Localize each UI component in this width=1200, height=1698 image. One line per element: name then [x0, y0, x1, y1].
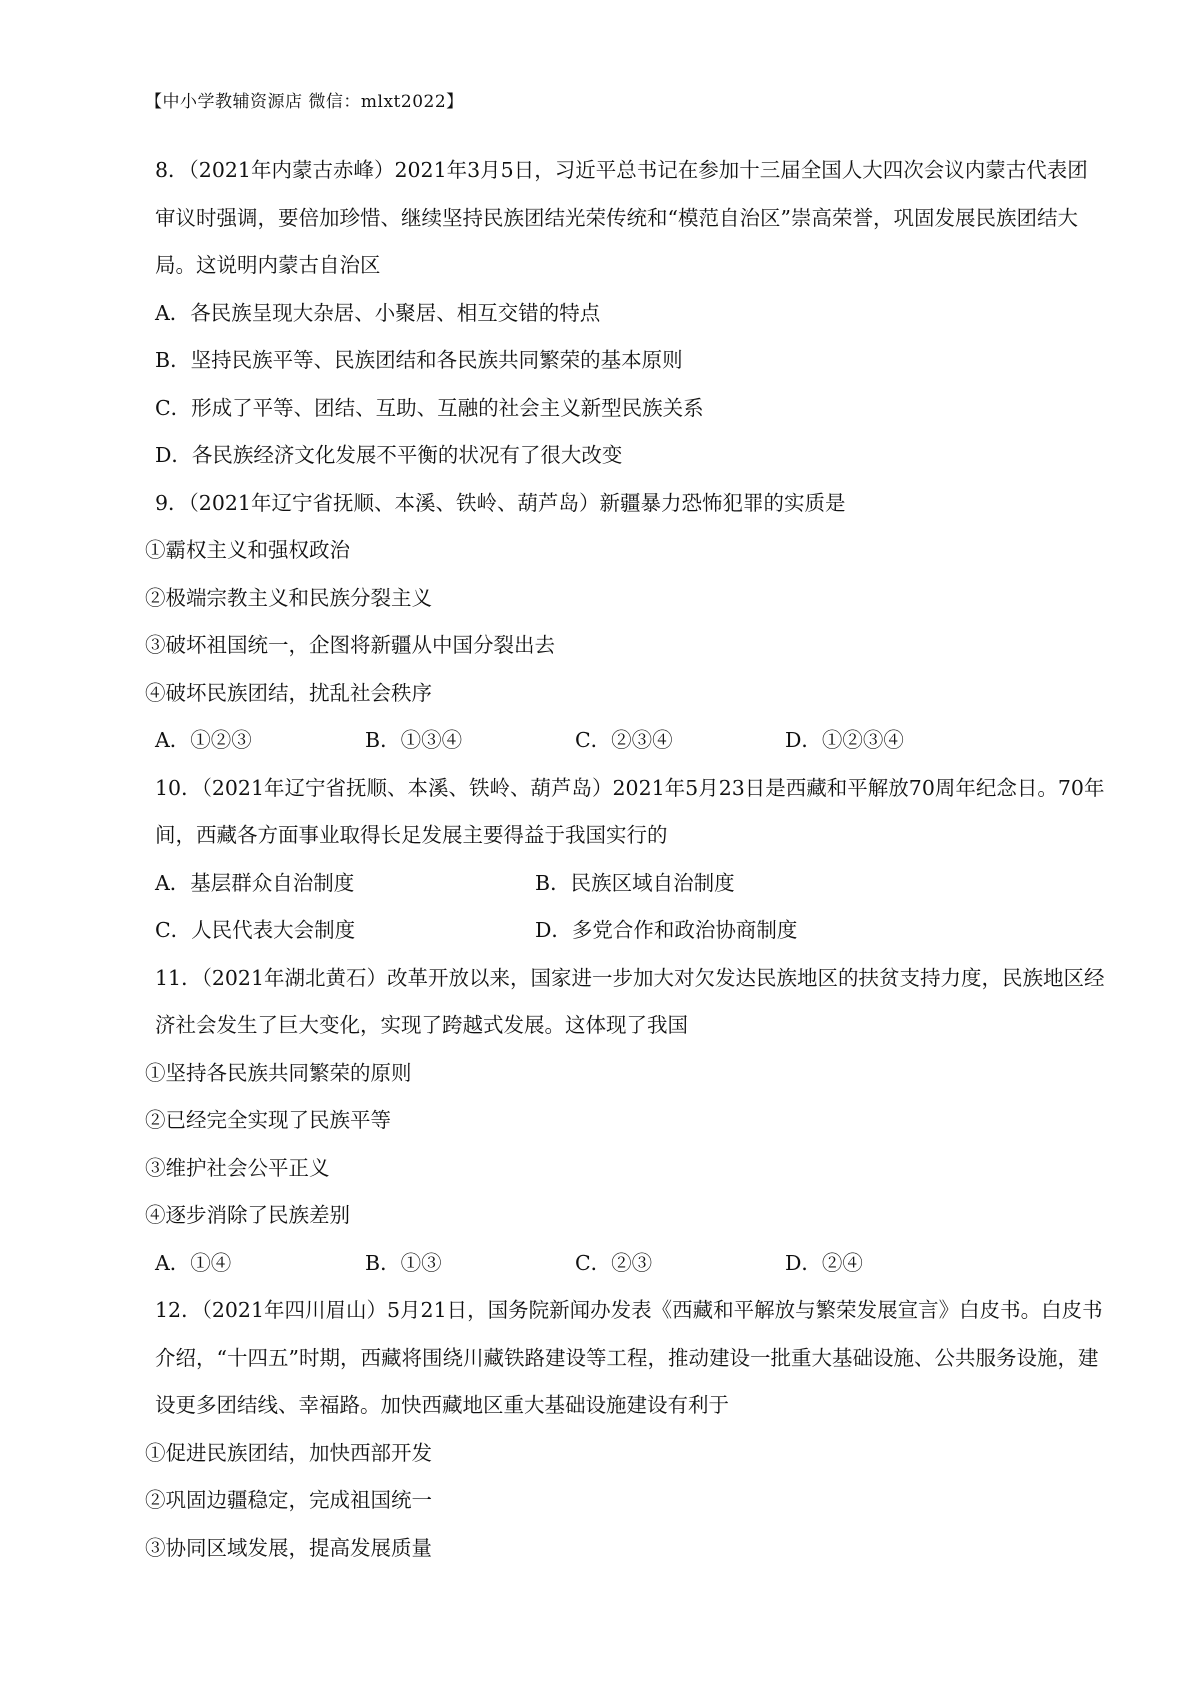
q9-option-c: C．②③④ — [575, 728, 673, 752]
q11-item-4: ④逐步消除了民族差别 — [145, 1203, 350, 1227]
q9-item-4: ④破坏民族团结，扰乱社会秩序 — [145, 680, 432, 705]
q8-option-d: D．各民族经济文化发展不平衡的状况有了很大改变 — [155, 443, 623, 467]
q9-option-d: D．①②③④ — [785, 728, 904, 752]
q9-option-b: B．①③④ — [365, 728, 463, 752]
q11-stem: 11．（2021年湖北黄石）改革开放以来，国家进一步加大对欠发达民族地区的扶贫支持力度，民族地区经济社会发生了巨大变化，实现了跨越式发展。这体现了我国 — [155, 965, 1105, 1037]
q11-option-d: D．②④ — [785, 1250, 863, 1275]
q11-option-b: B．①③ — [365, 1250, 442, 1275]
q10-option-c: C．人民代表大会制度 — [155, 918, 356, 942]
question-list — [145, 147, 1105, 1572]
q10-stem: 10．（2021年辽宁省抚顺、本溪、铁岭、葫芦岛）2021年5月23日是西藏和平解放70周年纪念日。70年间，西藏各方面事业取得长足发展主要得益于我国实行的 — [155, 775, 1105, 847]
q9-options — [145, 717, 1105, 765]
q12-item-3: ③协同区域发展，提高发展质量 — [145, 1535, 432, 1560]
q12-item-2: ②巩固边疆稳定，完成祖国统一 — [145, 1488, 432, 1512]
q8-stem: 8．（2021年内蒙古赤峰）2021年3月5日，习近平总书记在参加十三届全国人大四次会议内蒙古代表团审议时强调，要倍加珍惜、继续坚持民族团结光荣传统和“模范自治区”崇高荣誉，巩固发展民族团结大局。这说明内蒙古自治区 — [155, 158, 1088, 277]
q9-stem: 9．（2021年辽宁省抚顺、本溪、铁岭、葫芦岛）新疆暴力恐怖犯罪的实质是 — [155, 490, 846, 515]
q10-option-a: A．基层群众自治制度 — [155, 870, 355, 895]
q8-option-a: A．各民族呈现大杂居、小聚居、相互交错的特点 — [155, 300, 601, 325]
q11-option-c: C．②③ — [575, 1250, 653, 1275]
q9-option-a: A．①②③ — [155, 728, 252, 752]
q10-options-row-1 — [145, 860, 1105, 908]
q10-option-d: D．多党合作和政治协商制度 — [535, 918, 798, 942]
q11-options — [145, 1240, 1105, 1288]
q9-item-1: ①霸权主义和强权政治 — [145, 538, 350, 562]
q11-item-3: ③维护社会公平正义 — [145, 1155, 330, 1180]
q9-item-2: ②极端宗教主义和民族分裂主义 — [145, 585, 432, 610]
q11-option-a: A．①④ — [155, 1250, 232, 1275]
page-header: 【中小学教辅资源店 微信：mlxt2022】 — [145, 92, 464, 112]
q12-item-1: ①促进民族团结，加快西部开发 — [145, 1440, 432, 1465]
q12-stem: 12．（2021年四川眉山）5月21日，国务院新闻办发表《西藏和平解放与繁荣发展宣言》白皮书。白皮书介绍，“十四五”时期，西藏将围绕川藏铁路建设等工程，推动建设一批重大基础设施、公共服务设施，建设更多团结线、幸福路。加快西藏地区重大基础设施建设有利于 — [155, 1298, 1103, 1417]
q9-item-3: ③破坏祖国统一，企图将新疆从中国分裂出去 — [145, 633, 555, 657]
q11-item-2: ②已经完全实现了民族平等 — [145, 1108, 391, 1132]
q8-option-c: C．形成了平等、团结、互助、互融的社会主义新型民族关系 — [155, 395, 704, 420]
q8-option-b: B．坚持民族平等、民族团结和各民族共同繁荣的基本原则 — [155, 348, 683, 372]
q10-option-b: B．民族区域自治制度 — [535, 870, 735, 895]
q11-item-1: ①坚持各民族共同繁荣的原则 — [145, 1060, 412, 1085]
q10-options-row-2 — [145, 907, 1105, 955]
